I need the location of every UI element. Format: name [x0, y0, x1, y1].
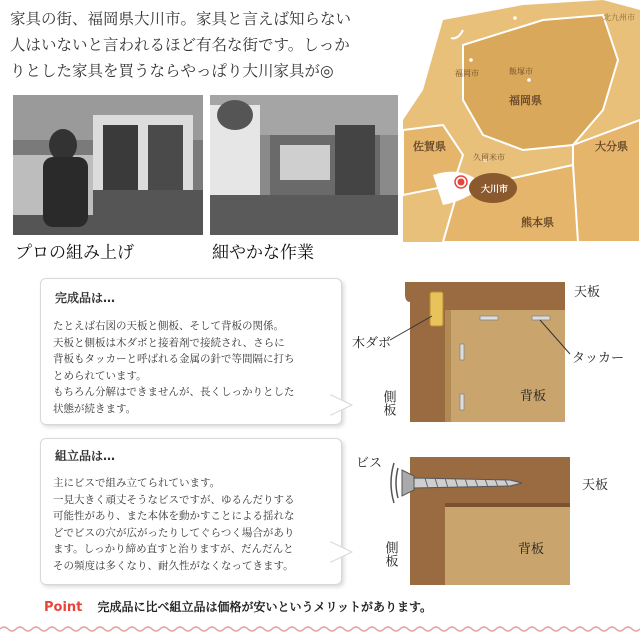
- assembled-joint-diagram: [350, 443, 640, 588]
- finished-line: たとえば右図の天板と側板、そして背板の関係。: [53, 320, 284, 332]
- assembled-line: 主にビスで組み立てられています。: [53, 477, 221, 489]
- map-label-fukuoka-city: 福岡市: [455, 69, 479, 78]
- finished-title: 完成品は…: [55, 291, 116, 305]
- intro-line: 人はいないと言われるほど有名な街です。しっか: [10, 36, 350, 54]
- kyushu-map: [403, 0, 640, 242]
- point-label: Point: [44, 600, 83, 615]
- map-label-oita: 大分県: [595, 140, 628, 153]
- point-line: [44, 596, 432, 615]
- label-bisu: ビス: [356, 456, 383, 471]
- map-label-kitakyushu: 北九州市: [603, 13, 635, 22]
- assembled-line: どでビスの穴が広がったりしてぐらつく場合があり: [53, 526, 295, 539]
- map-marker-icon: [458, 179, 465, 186]
- photo-caption: 細やかな作業: [212, 243, 314, 263]
- label-seban: 背板: [518, 542, 545, 557]
- map-label-iizuka: 飯塚市: [509, 67, 533, 76]
- photo-assembly: [13, 95, 203, 235]
- intro-text: [10, 6, 395, 84]
- label-tacker: タッカー: [572, 351, 625, 366]
- staple-icon: [460, 394, 464, 410]
- label-sokuban: 側板: [382, 541, 398, 567]
- assembled-line: その頻度は多くなり、耐久性がなくなってきます。: [53, 559, 294, 572]
- map-label-fukuoka-pref: 福岡県: [509, 94, 542, 107]
- photo-caption: プロの組み上げ: [15, 243, 134, 263]
- finished-line: 背板もタッカーと呼ばれる金属の針で等間隔に打ち: [53, 353, 295, 365]
- finished-line: 天板と側板は木ダボと接着剤で接続され、さらに: [53, 336, 285, 349]
- map-label-kurume: 久留米市: [473, 153, 505, 162]
- assembled-line: ます。しっかり締め直すと治りますが、だんだんと: [53, 543, 294, 555]
- map-label-saga: 佐賀県: [413, 140, 446, 153]
- assembled-title: 組立品は…: [55, 449, 116, 463]
- label-seban: 背板: [520, 389, 547, 404]
- finished-body: [53, 318, 295, 417]
- finished-line: 状態が続きます。: [53, 402, 137, 415]
- map-label-okawa: 大川市: [481, 185, 509, 195]
- dowel-icon: [430, 292, 443, 326]
- assembled-line: 可能性があり、また本体を動かすことによる揺れな: [53, 510, 295, 522]
- point-text: 完成品に比べ組立品は価格が安いというメリットがあります。: [97, 600, 433, 614]
- finished-line: とめられています。: [53, 369, 147, 382]
- photo-detail-work: [210, 95, 398, 235]
- label-kidabo: 木ダボ: [352, 336, 392, 351]
- label-tenban: 天板: [582, 478, 609, 493]
- assembled-bubble: [40, 438, 342, 585]
- finished-joint-diagram: [350, 272, 640, 427]
- assembled-body: [53, 475, 295, 574]
- label-tenban: 天板: [574, 285, 601, 300]
- staple-icon: [460, 344, 464, 360]
- staple-icon: [480, 316, 498, 320]
- intro-line: 家具の街、福岡県大川市。家具と言えば知らない: [10, 10, 352, 28]
- finished-bubble: [40, 278, 342, 425]
- intro-line: りとした家具を買うならやっぱり大川家具が◎: [10, 62, 334, 80]
- label-sokuban: 側板: [380, 390, 396, 416]
- map-label-kumamoto: 熊本県: [521, 216, 554, 229]
- wave-border: [0, 624, 640, 634]
- finished-line: もちろん分解はできませんが、長くしっかりとした: [53, 386, 295, 398]
- assembled-line: 一見大きく頑丈そうなビスですが、ゆるんだりする: [53, 493, 295, 506]
- staple-icon: [532, 316, 550, 320]
